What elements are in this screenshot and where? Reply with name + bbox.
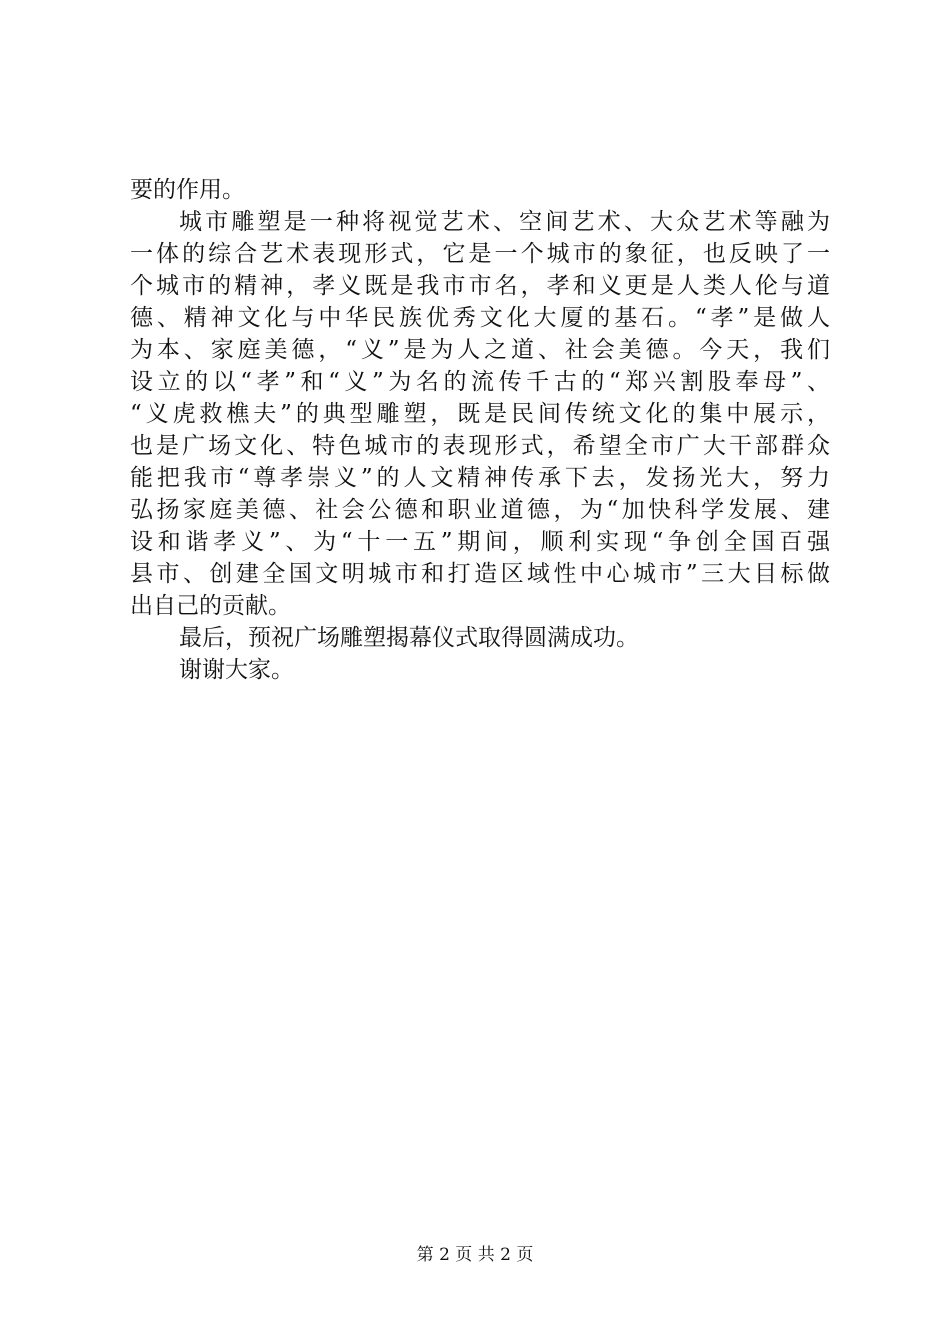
text-line: 谢谢大家。 (179, 657, 294, 683)
text-line: 出自己的贡献。 (130, 593, 291, 619)
text-line: 个城市的精神，孝义既是我市市名，孝和义更是人类人伦与道 (130, 273, 830, 299)
text-line: 德、精神文化与中华民族优秀文化大厦的基石。“孝”是做人 (130, 305, 830, 331)
text-line: 城市雕塑是一种将视觉艺术、空间艺术、大众艺术等融为 (179, 209, 830, 235)
text-line: 县市、创建全国文明城市和打造区域性中心城市”三大目标做 (130, 561, 830, 587)
text-line: 设和谐孝义”、为“十一五”期间，顺利实现“争创全国百强 (130, 529, 830, 555)
text-line: 最后，预祝广场雕塑揭幕仪式取得圆满成功。 (179, 625, 639, 651)
text-line: 也是广场文化、特色城市的表现形式，希望全市广大干部群众 (130, 433, 830, 459)
text-line: 一体的综合艺术表现形式，它是一个城市的象征，也反映了一 (130, 241, 830, 267)
text-line: 要的作用。 (130, 177, 245, 203)
text-line: 为本、家庭美德，“义”是为人之道、社会美德。今天，我们 (130, 337, 830, 363)
text-line: 弘扬家庭美德、社会公德和职业道德，为“加快科学发展、建 (130, 497, 830, 523)
text-line: “义虎救樵夫”的典型雕塑，既是民间传统文化的集中展示， (130, 401, 830, 427)
text-line: 能把我市“尊孝崇义”的人文精神传承下去，发扬光大，努力 (130, 465, 830, 491)
body-text (130, 174, 830, 686)
page-number-footer: 第 2 页 共 2 页 (416, 1245, 534, 1265)
text-line: 设立的以“孝”和“义”为名的流传千古的“郑兴割股奉母”、 (130, 369, 830, 395)
